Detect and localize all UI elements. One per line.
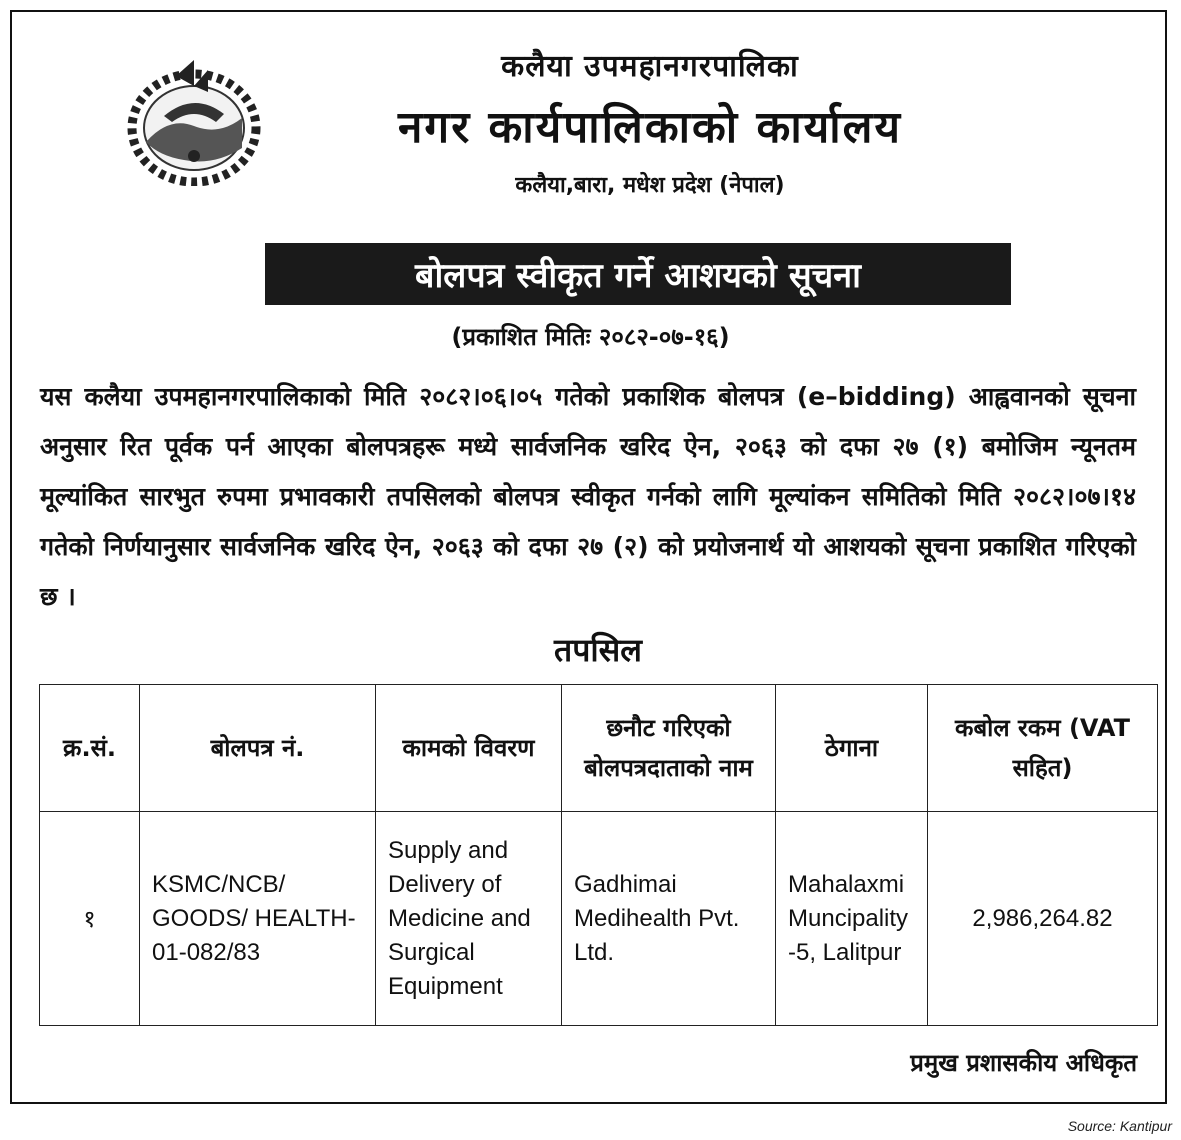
header-bid-number: बोलपत्र नं.	[140, 685, 376, 812]
municipality-name: कलैया उपमहानगरपालिका	[501, 49, 799, 84]
cell-address: Mahalaxmi Muncipality -5, Lalitpur	[776, 812, 928, 1026]
cell-bidder: Gadhimai Medihealth Pvt. Ltd.	[562, 812, 776, 1026]
header-work-description: कामको विवरण	[376, 685, 562, 812]
table-row	[40, 812, 1158, 1026]
cell-bid-number: KSMC/NCB/ GOODS/ HEALTH-01-082/83	[140, 812, 376, 1026]
header-selected-bidder: छनौट गरिएको बोलपत्रदाताको नाम	[562, 685, 776, 812]
source-credit: Source: Kantipur	[1067, 1118, 1172, 1134]
notice-body: यस कलैया उपमहानगरपालिकाको मिति २०८२।०६।०५ गतेको प्रकाशिक बोलपत्र (e–bidding) आह्ववानको सूचना अनुसार रित पूर्वक पर्न आएका बोलपत्रहरू मध्ये सार्वजनिक खरिद ऐन, २०६३ को दफा २७ (१) बमोजिम न्यूनतम मूल्यांकित सारभुत रुपमा प्रभावकारी तपसिलको बोलपत्र स्वीकृत गर्नको लागि मूल्यांकन समितिको मिति २०८२।०७।१४ गतेको निर्णयानुसार सार्वजनिक खरिद ऐन, २०६३ को दफा २७ (२) को प्रयोजनार्थ यो आशयको सूचना प्रकाशित गरिएको छ ।	[40, 382, 1136, 611]
office-address: कलैया,बारा, मधेश प्रदेश (नेपाल)	[515, 173, 785, 198]
header-serial: क्र.सं.	[40, 685, 140, 812]
header-address: ठेगाना	[776, 685, 928, 812]
notice-title: बोलपत्र स्वीकृत गर्ने आशयको सूचना	[265, 243, 1011, 305]
schedule-title: तपसिल	[553, 631, 643, 669]
signatory-title: प्रमुख प्रशासकीय अधिकृत	[910, 1049, 1137, 1077]
cell-amount: 2,986,264.82	[928, 812, 1158, 1026]
schedule-table	[39, 684, 1158, 1026]
cell-description: Supply and Delivery of Medicine and Surgical Equipment	[376, 812, 562, 1026]
office-name: नगर कार्यपालिकाको कार्यालय	[398, 102, 902, 153]
letterhead	[300, 44, 1000, 199]
table-header-row	[40, 685, 1158, 812]
header-quoted-amount: कबोल रकम (VAT सहित)	[928, 685, 1158, 812]
nepal-emblem-icon	[124, 56, 264, 186]
publication-date: (प्रकाशित मितिः २०८२-०७-१६)	[451, 323, 730, 351]
cell-serial: १	[40, 812, 140, 1026]
